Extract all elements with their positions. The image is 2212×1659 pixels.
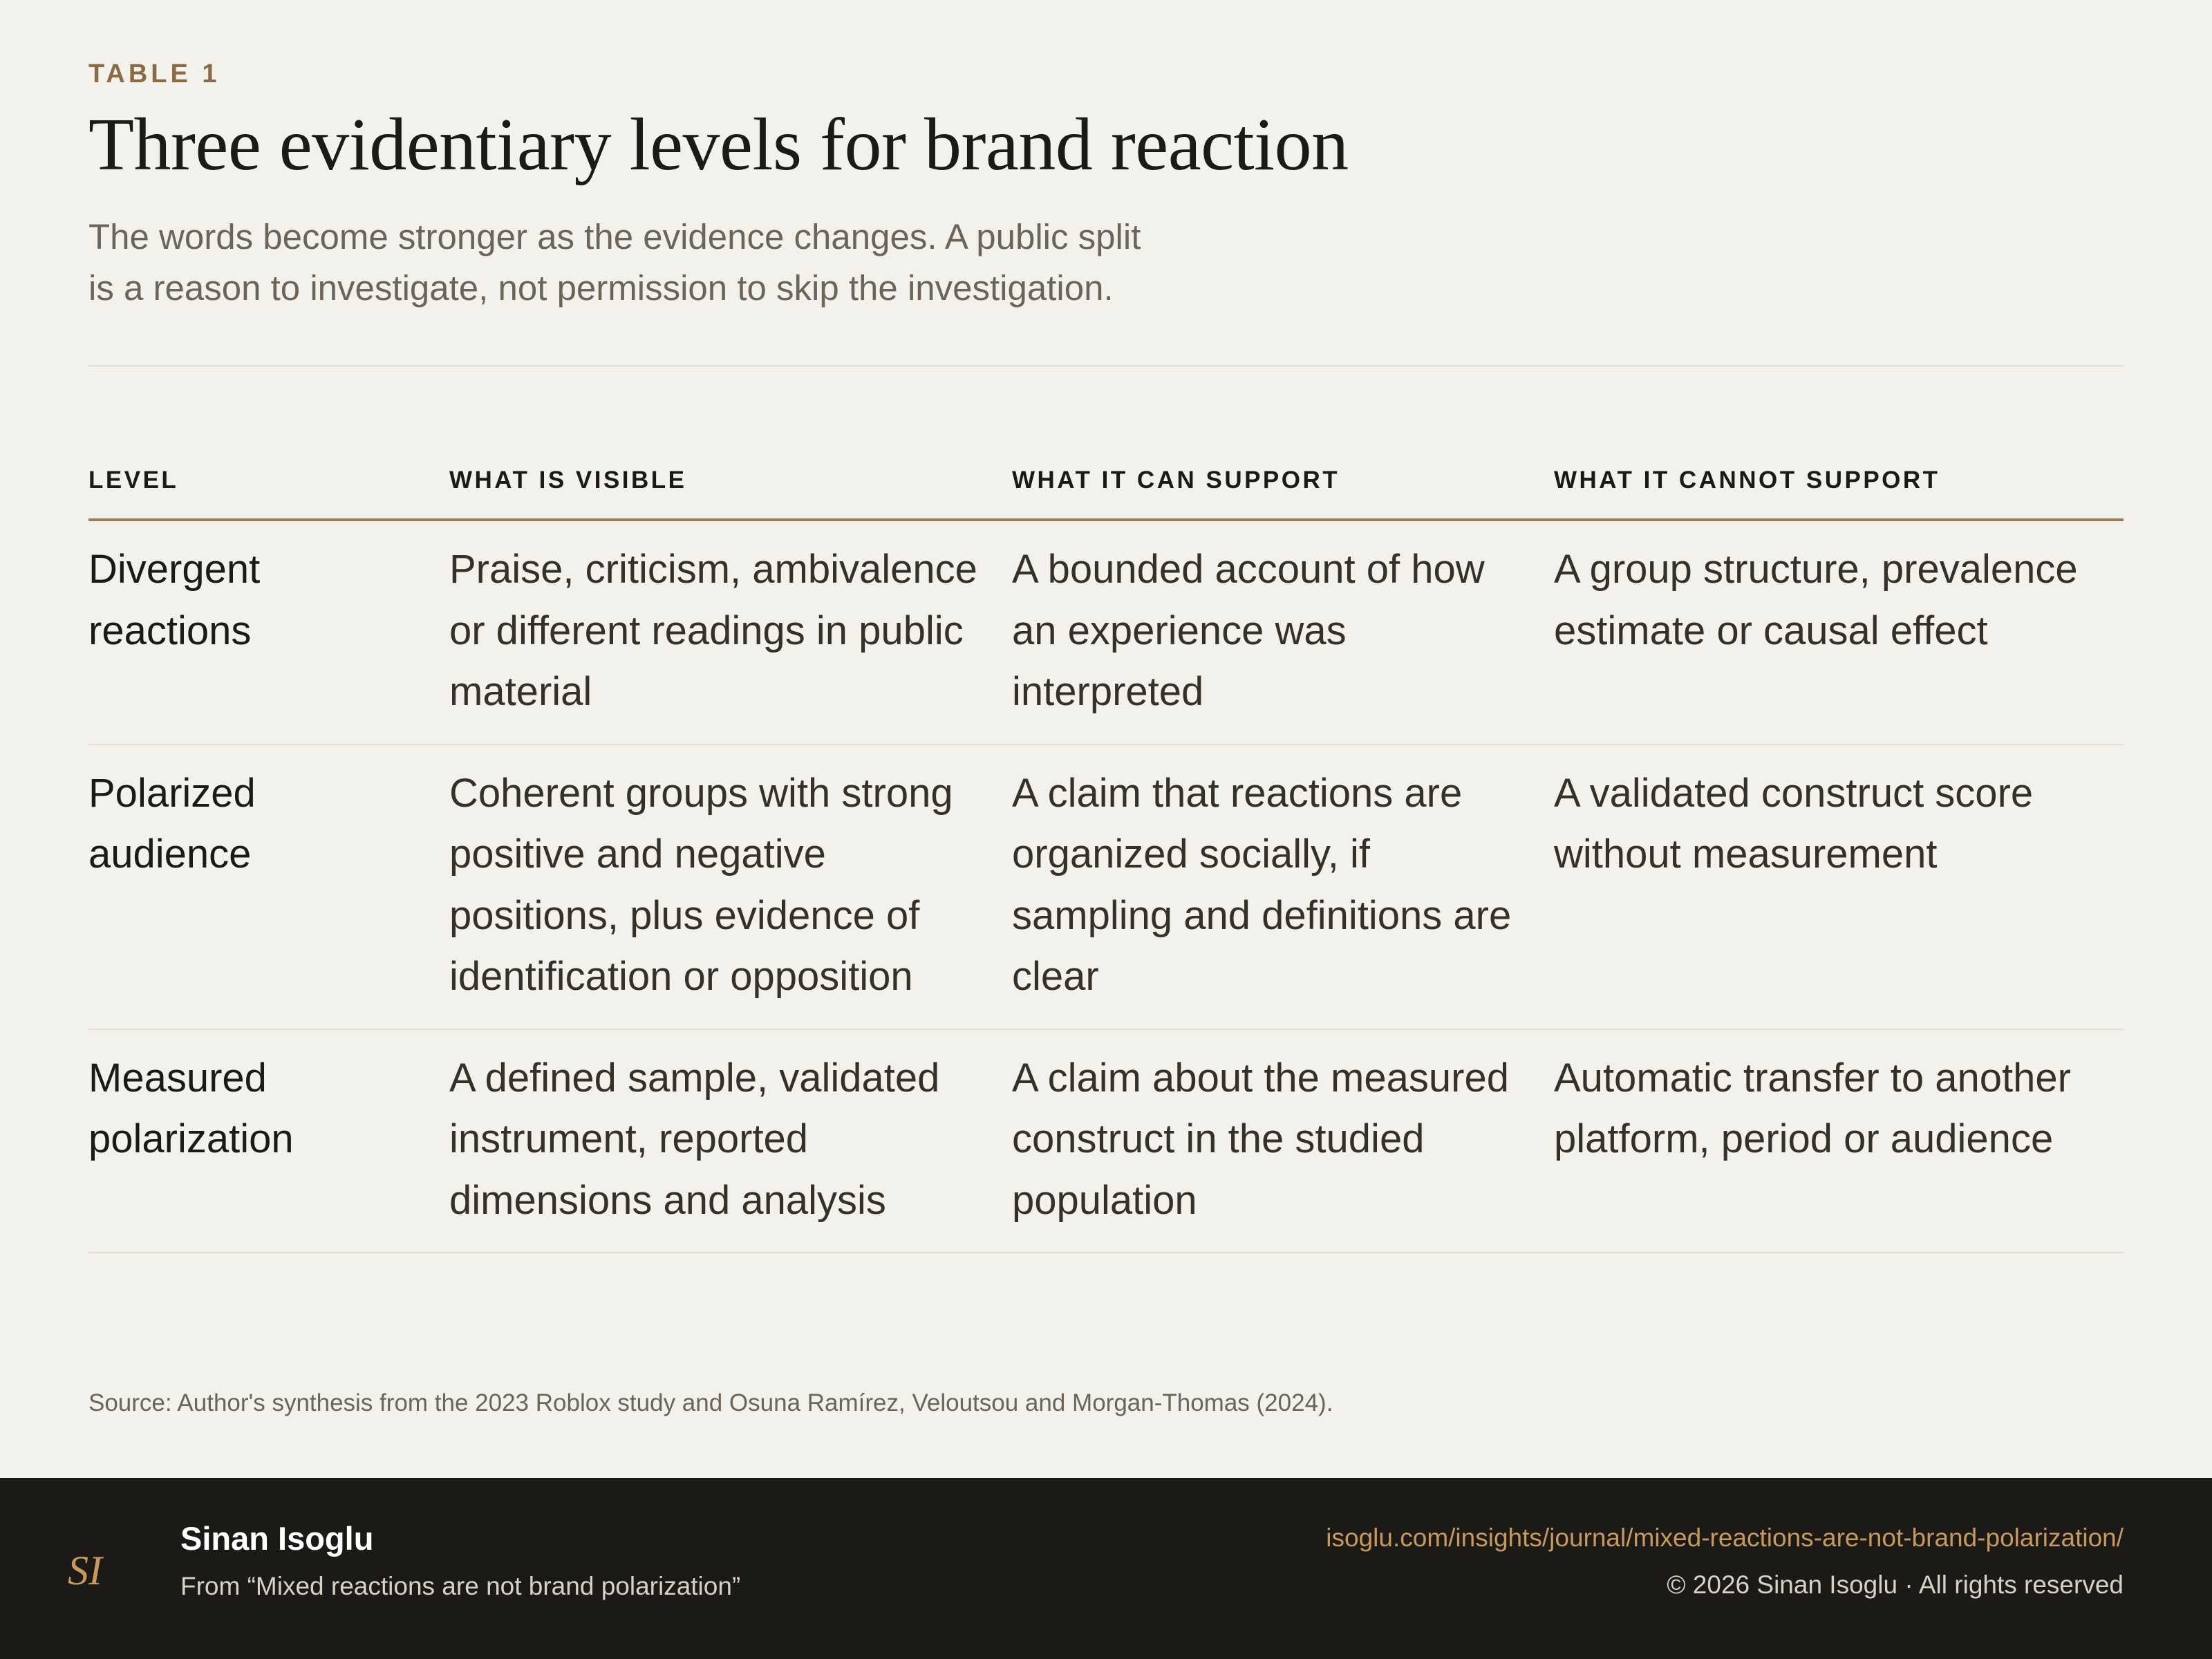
copyright-notice: © 2026 Sinan Isoglu · All rights reserved bbox=[1667, 1571, 2124, 1599]
article-link[interactable]: isoglu.com/insights/journal/mixed-reactions-are-not-brand-polarization/ bbox=[1326, 1524, 2124, 1552]
cell-cannot-support: A group structure, prevalence estimate or causal effect bbox=[1554, 520, 2124, 744]
cell-visible: Coherent groups with strong positive and negative positions, plus evidence of identification or opposition bbox=[449, 744, 1012, 1029]
cell-level: Polarized audience bbox=[88, 744, 449, 1029]
source-note: Source: Author's synthesis from the 2023 Roblox study and Osuna Ramírez, Veloutsou and Morgan-Thomas (2024). bbox=[88, 1389, 1333, 1416]
table-row bbox=[88, 744, 2124, 1029]
cell-visible: A defined sample, validated instrument, reported dimensions and analysis bbox=[449, 1029, 1012, 1253]
column-header-visible: WHAT IS VISIBLE bbox=[449, 442, 1012, 520]
cell-cannot-support: Automatic transfer to another platform, period or audience bbox=[1554, 1029, 2124, 1253]
article-reference: From “Mixed reactions are not brand polarization” bbox=[180, 1572, 741, 1600]
footer bbox=[0, 1478, 2212, 1659]
cell-level: Measured polarization bbox=[88, 1029, 449, 1253]
column-header-level: LEVEL bbox=[88, 442, 449, 520]
column-header-cannot-support: WHAT IT CANNOT SUPPORT bbox=[1554, 442, 2124, 520]
table-header-row bbox=[88, 442, 2124, 520]
table-row bbox=[88, 520, 2124, 744]
cell-level: Divergent reactions bbox=[88, 520, 449, 744]
cell-can-support: A claim about the measured construct in the studied population bbox=[1012, 1029, 1554, 1253]
table-label: TABLE 1 bbox=[88, 59, 221, 88]
svg-text:SI: SI bbox=[68, 1548, 102, 1593]
column-header-can-support: WHAT IT CAN SUPPORT bbox=[1012, 442, 1554, 520]
evidence-table bbox=[88, 442, 2124, 1253]
cell-visible: Praise, criticism, ambivalence or different readings in public material bbox=[449, 520, 1012, 744]
si-monogram-logo-icon bbox=[64, 1541, 119, 1597]
author-name: Sinan Isoglu bbox=[180, 1520, 374, 1557]
cell-can-support: A claim that reactions are organized socially, if sampling and definitions are clear bbox=[1012, 744, 1554, 1029]
cell-cannot-support: A validated construct score without measurement bbox=[1554, 744, 2124, 1029]
divider bbox=[88, 365, 2124, 366]
cell-can-support: A bounded account of how an experience was interpreted bbox=[1012, 520, 1554, 744]
table-row bbox=[88, 1029, 2124, 1253]
page-subtitle: The words become stronger as the evidence changes. A public split is a reason to investigate, not permission to skip the investigation. bbox=[88, 217, 1141, 308]
page-title: Three evidentiary levels for brand reaction bbox=[88, 104, 1349, 186]
